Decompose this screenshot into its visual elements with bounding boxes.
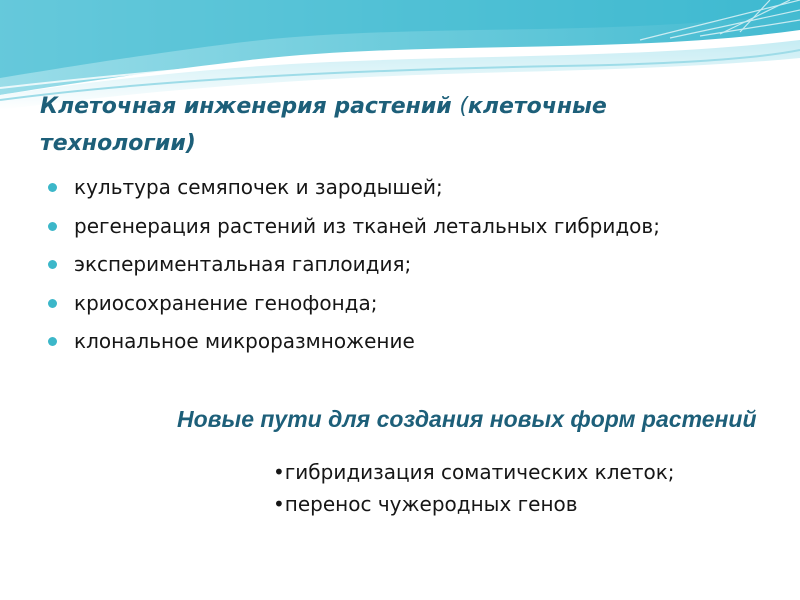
list-item [46,172,660,211]
list-item-text: экспериментальная гаплоидия; [74,252,412,276]
list-item-text: криосохранение генофонда; [74,290,378,315]
sub-list-item: •перенос чужеродных генов [273,492,578,516]
bullet-dot-icon [48,299,57,308]
slide-title [40,88,740,162]
list-item [46,211,660,250]
list-item [46,249,660,288]
title-paren: ( [459,94,468,119]
bullet-list [46,172,660,365]
list-item [46,326,660,365]
subtitle-text: Новые пути для создания новых форм растений [177,406,757,432]
bullet-dot-icon [48,222,57,231]
list-item [46,288,660,327]
list-item-text: клональное микроразмножение [74,329,415,353]
subtitle-box [172,397,800,465]
title-rest: клеточные технологии) [40,94,607,156]
sub-list [273,456,675,520]
sub-list-item: •гибридизация соматических клеток; [273,460,675,484]
bullet-dot-icon [48,183,57,192]
title-main: Клеточная инженерия растений [40,94,460,119]
bullet-dot-icon [48,337,57,346]
list-item-text: регенерация растений из тканей летальных гибридов; [74,213,660,238]
bullet-dot-icon [48,260,57,269]
list-item-text: культура семяпочек и зародышей; [74,175,443,199]
